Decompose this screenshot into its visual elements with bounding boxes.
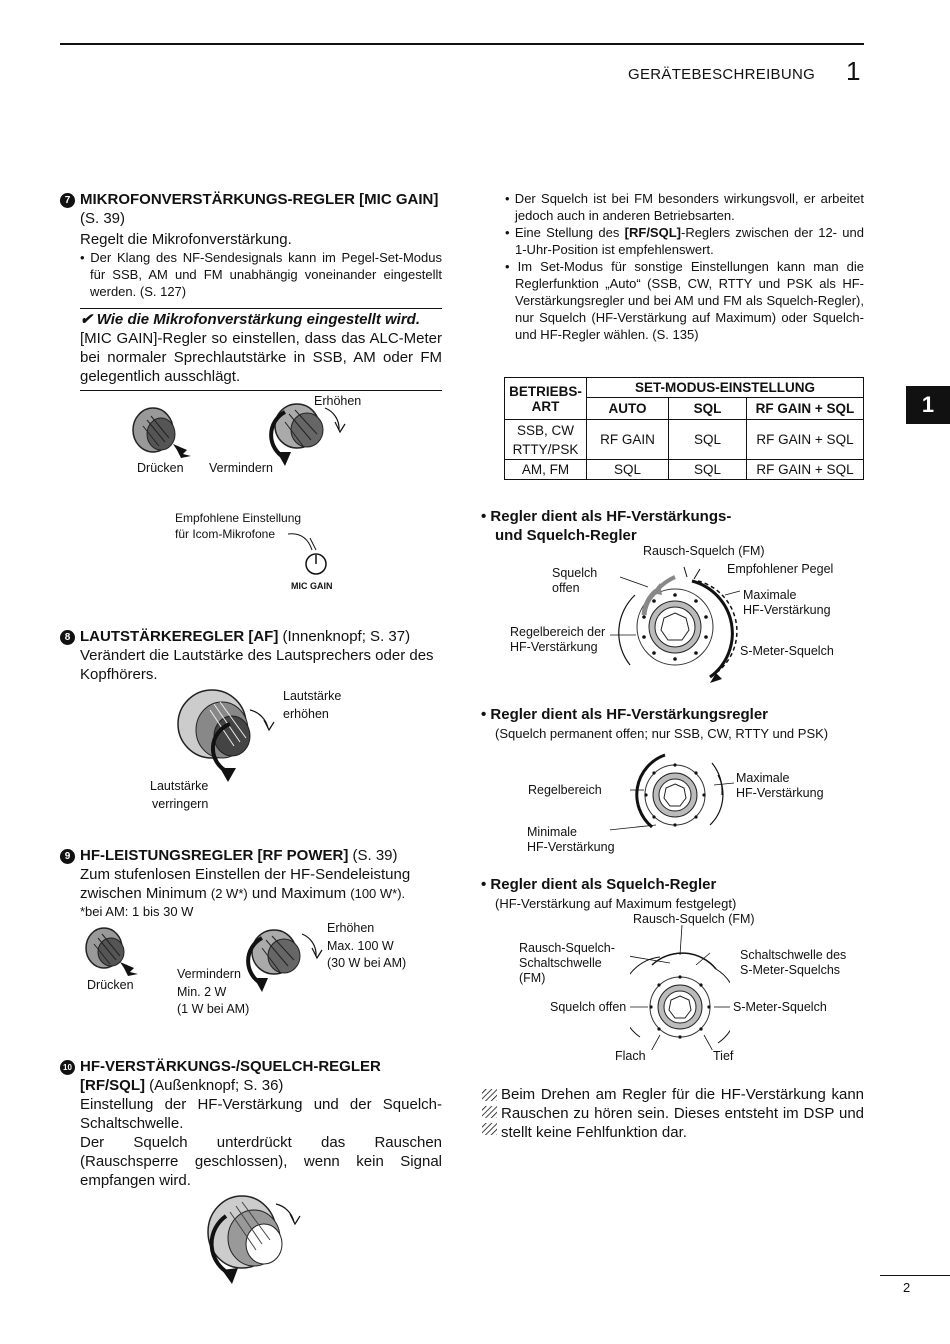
section-title: HF-VERSTÄRKUNGS-/SQUELCH-REGLER — [80, 1058, 381, 1075]
section-number: 9 — [60, 849, 75, 864]
table-cell-sql: SQL — [669, 460, 747, 480]
label-offen: offen — [552, 581, 580, 595]
section-title: LAUTSTÄRKEREGLER [AF] — [80, 628, 279, 645]
label-druecken: Drücken — [87, 978, 134, 992]
tip-rule-bottom — [80, 390, 442, 391]
header-text: BETRIEBS- — [509, 383, 582, 399]
table-header-set: SET-MODUS-EINSTELLUNG — [587, 378, 864, 398]
label-s-meter-squelch: S-Meter-Squelch — [740, 644, 834, 658]
desc-max: (100 W*). — [350, 886, 406, 901]
section-title-text: MIKROFONVERSTÄRKUNGS-REGLER [MIC GAIN] — [80, 191, 439, 208]
label-fm: (FM) — [519, 971, 546, 985]
diagram1-knob — [580, 555, 750, 690]
chapter-number: 1 — [846, 56, 861, 86]
section-desc-2 — [60, 884, 442, 903]
label-squelch: Squelch — [552, 566, 598, 580]
section-title: HF-LEISTUNGSREGLER [RF POWER] — [80, 847, 349, 864]
table-header-mode — [505, 378, 587, 420]
label-erhoehen: erhöhen — [283, 707, 329, 721]
section-ref: (S. 39) — [80, 210, 126, 227]
diagram1-title-2: und Squelch-Regler — [495, 527, 637, 544]
label-rausch-squelch: Rausch-Squelch (FM) — [633, 912, 755, 926]
label-hf-verstaerkung: HF-Verstärkung — [736, 786, 824, 800]
label-regelbereich: Regelbereich der — [510, 625, 606, 639]
section-mic-gain — [60, 190, 442, 391]
section-af — [60, 627, 442, 684]
diagram3-knob — [630, 925, 730, 1050]
label-regelbereich-2: HF-Verstärkung — [510, 640, 598, 654]
bullet-bold: [RF/SQL] — [624, 225, 681, 240]
label-mic-gain: MIC GAIN — [291, 581, 333, 591]
bullet-text: -Reglers zwischen der 12- und 1-Uhr-Position ist empfehlenswert. — [515, 225, 864, 257]
tip-text: [MIC GAIN]-Regler so einstellen, dass das ALC-Meter bei normaler Sprechlautstärke in SSB, AM oder FM gelegentlich ausschlägt. — [80, 330, 442, 385]
label-minimale: Minimale — [527, 825, 578, 839]
table-cell-mode — [505, 420, 587, 460]
desc-text: und Maximum — [247, 885, 351, 902]
label-erhoehen: Erhöhen — [314, 394, 362, 408]
label-schaltschwelle: Schaltschwelle — [519, 956, 602, 970]
tip-rule-top — [80, 308, 442, 309]
label-max-power: Max. 100 W — [327, 939, 394, 953]
push-knob-icon — [133, 408, 191, 458]
page-number-rule — [880, 1275, 950, 1276]
table-cell-mode: AM, FM — [505, 460, 587, 480]
set-mode-table — [504, 377, 864, 480]
label-tief: Tief — [713, 1049, 734, 1063]
section-desc: Zum stufenlosen Einstellen der HF-Sendeleistung — [80, 866, 411, 883]
cell-text: RTTY/PSK — [512, 441, 579, 457]
section-desc-2: Der Squelch unterdrückt das Rauschen (Rauschsperre geschlossen), wenn kein Signal empfangen wird. — [80, 1134, 442, 1189]
diagram2-knob — [610, 745, 740, 845]
diagram3-title: • Regler dient als Squelch-Regler — [481, 876, 717, 893]
table-header-rf: RF GAIN + SQL — [747, 398, 864, 420]
table-cell-rf: RF GAIN + SQL — [747, 460, 864, 480]
table-row — [505, 460, 864, 480]
header-rule — [60, 43, 864, 45]
label-min-power: Min. 2 W — [177, 985, 227, 999]
section-desc: Einstellung der HF-Verstärkung und der Squelch-Schaltschwelle. — [80, 1096, 442, 1132]
table-cell-rf: RF GAIN + SQL — [747, 420, 864, 460]
section-rf-sql — [60, 1057, 442, 1190]
right-bullets — [504, 190, 864, 343]
label-hf-verstaerkung: HF-Verstärkung — [743, 603, 831, 617]
header-text: ART — [531, 398, 560, 414]
section-ref: (Innenknopf; S. 37) — [282, 628, 411, 645]
section-number: 8 — [60, 630, 75, 645]
diagram3-subtitle: (HF-Verstärkung auf Maximum festgelegt) — [495, 896, 737, 911]
note-text: Beim Drehen am Regler für die HF-Verstärkung kann Rauschen zu hören sein. Dieses entsteht im DSP und stellt keine Fehlfunktion dar. — [501, 1086, 864, 1141]
label-regelbereich: Regelbereich — [528, 783, 602, 797]
push-knob-icon — [86, 928, 138, 976]
section-number: 7 — [60, 193, 75, 208]
section-desc: Regelt die Mikrofonverstärkung. — [80, 231, 292, 248]
label-erhoehen: Erhöhen — [327, 921, 375, 935]
mic-gain-dial-icon — [280, 526, 340, 582]
table-row — [505, 420, 864, 460]
section-footnote: *bei AM: 1 bis 30 W — [80, 904, 194, 919]
chapter-side-tab: 1 — [906, 386, 950, 424]
section-ref: (S. 39) — [352, 847, 398, 864]
diagram1-title: • Regler dient als HF-Verstärkungs- — [481, 508, 732, 525]
label-vermindern: Vermindern — [209, 461, 273, 475]
cell-text: SSB, CW — [516, 422, 574, 438]
label-empfohlene-einstellung: Empfohlene Einstellung — [175, 511, 302, 525]
section-ref: (Außenknopf; S. 36) — [149, 1077, 284, 1094]
desc-text: zwischen Minimum — [80, 885, 211, 902]
table-header-auto: AUTO — [587, 398, 669, 420]
page-number: 2 — [903, 1280, 911, 1295]
label-lautstaerke-erhoehen: Lautstärke — [283, 689, 342, 703]
label-maximale: Maximale — [736, 771, 790, 785]
label-rausch-squelch-schaltschwelle: Rausch-Squelch- — [519, 941, 615, 955]
table-cell-sql: SQL — [669, 420, 747, 460]
bullet-rf-sql-position — [504, 224, 864, 258]
label-maximale: Maximale — [743, 588, 797, 602]
label-icom-mikrofone: für Icom-Mikrofone — [175, 527, 276, 541]
bullet-squelch-fm: • Der Squelch ist bei FM besonders wirkungsvoll, er arbeitet jedoch auch in anderen Betriebsarten. — [505, 191, 864, 223]
label-rausch-squelch: Rausch-Squelch (FM) — [643, 544, 765, 558]
label-vermindern: Vermindern — [177, 967, 241, 981]
label-verringern: verringern — [152, 797, 209, 811]
note-hatch-icon — [481, 1088, 499, 1138]
label-druecken: Drücken — [137, 461, 184, 475]
rotate-knob-icon — [271, 404, 345, 466]
section-number: 10 — [60, 1060, 75, 1075]
label-schaltschwelle-des: Schaltschwelle des — [740, 948, 847, 962]
section-bullet: • Der Klang des NF-Sendesignals kann im Pegel-Set-Modus für SSB, AM und FM unabhängig voneinander eingestellt werden. (S. 127) — [80, 250, 442, 299]
table-cell-auto: RF GAIN — [587, 420, 669, 460]
label-min-hf-verstaerkung: HF-Verstärkung — [527, 840, 615, 854]
diagram2-subtitle: (Squelch permanent offen; nur SSB, CW, RTTY und PSK) — [495, 726, 829, 741]
bullet-set-mode: • Im Set-Modus für sonstige Einstellungen kann man die Reglerfunktion „Auto“ (SSB, CW, RTTY und PSK als HF-Verstärkungsregler und bei AM und FM als Squelch-Regler), nur Squelch (HF-Verstärkung auf Maximum) oder Squelch- und HF-Regler wählen. (S. 135) — [505, 259, 864, 342]
section-title-2: [RF/SQL] — [80, 1077, 145, 1094]
section-rf-power — [60, 846, 442, 920]
table-cell-auto: SQL — [587, 460, 669, 480]
rf-sql-knob-illustration — [200, 1190, 310, 1290]
label-max-power-am: (30 W bei AM) — [327, 956, 407, 970]
af-knob-illustration — [170, 684, 290, 784]
label-s-meter-squelchs: S-Meter-Squelchs — [740, 963, 841, 977]
label-min-power-am: (1 W bei AM) — [177, 1002, 250, 1016]
bullet-text: • Eine Stellung des — [505, 225, 625, 240]
tip-title: ✔ Wie die Mikrofonverstärkung eingestellt wird. — [80, 311, 420, 328]
label-squelch-offen: Squelch offen — [550, 1000, 627, 1014]
rotate-knob-icon — [248, 930, 322, 992]
label-empfohlener-pegel: Empfohlener Pegel — [727, 562, 834, 576]
table-header-sql: SQL — [669, 398, 747, 420]
label-s-meter-squelch: S-Meter-Squelch — [733, 1000, 827, 1014]
desc-min: (2 W*) — [210, 886, 248, 901]
label-lautstaerke-verringern: Lautstärke — [150, 779, 209, 793]
diagram2-title: • Regler dient als HF-Verstärkungsregler — [481, 706, 769, 723]
label-flach: Flach — [615, 1049, 646, 1063]
section-desc: Verändert die Lautstärke des Lautsprechers oder des Kopfhörers. — [80, 647, 434, 683]
page-header-title: GERÄTEBESCHREIBUNG — [628, 66, 816, 83]
section-title — [60, 190, 442, 209]
